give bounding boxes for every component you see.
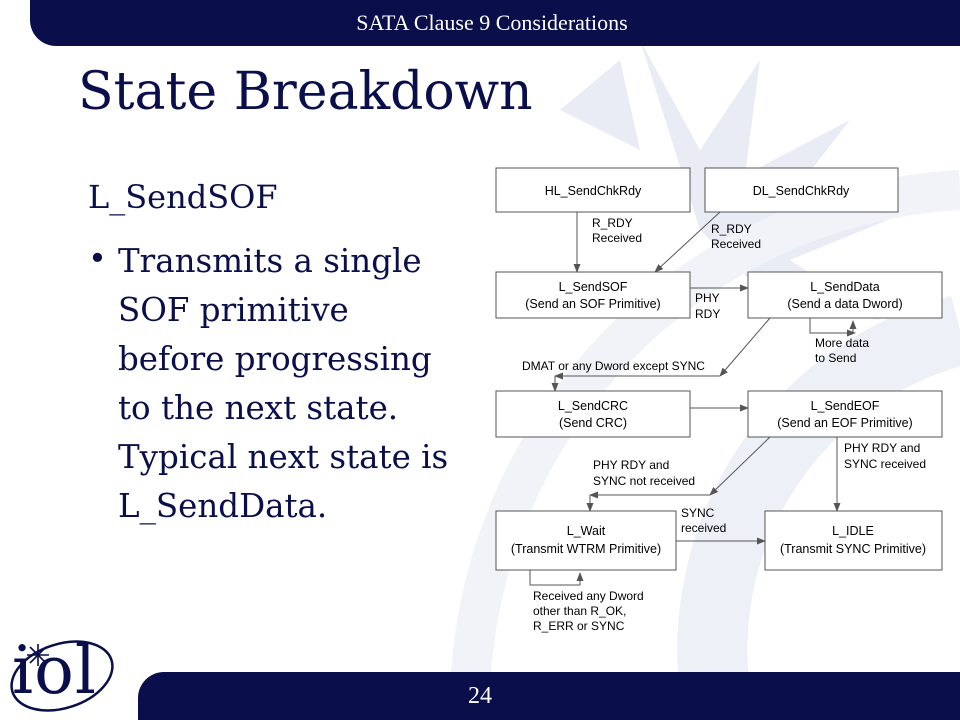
state-label-hl-sendchkrdy: HL_SendChkRdy <box>544 184 642 198</box>
transition-label-sof-to-data-1: PHY <box>695 291 720 305</box>
transition-label-wait-loop-2: other than R_OK, <box>533 604 627 618</box>
state-desc-l-wait: (Transmit WTRM Primitive) <box>510 542 662 556</box>
arrow-wait-loop <box>530 570 580 585</box>
state-box-l-sendcrc <box>496 391 690 437</box>
state-label-l-wait: L_Wait <box>566 524 606 538</box>
transition-label-wait-loop-3: R_ERR or SYNC <box>533 619 625 633</box>
transition-label-hl-to-sof-2: Received <box>592 231 643 245</box>
state-desc-l-sendeof: (Send an EOF Primitive) <box>777 416 913 430</box>
state-label-dl-sendchkrdy: DL_SendChkRdy <box>752 184 850 198</box>
state-label-l-sendcrc: L_SendCRC <box>557 399 629 413</box>
bullet-text: Transmits a single SOF primitive before progressing to the next state. Typical next state is L_SendData. <box>118 242 449 525</box>
arrow-data-loop-a <box>810 318 853 333</box>
transition-label-eof-to-idle-2: SYNC received <box>844 457 927 471</box>
transition-label-dl-to-sof-1: R_RDY <box>711 222 752 236</box>
state-desc-l-senddata: (Send a data Dword) <box>787 297 903 311</box>
state-desc-l-sendcrc: (Send CRC) <box>558 416 628 430</box>
state-diagram <box>480 158 950 638</box>
transition-label-sof-to-data-2: RDY <box>695 307 721 321</box>
state-desc-l-idle: (Transmit SYNC Primitive) <box>779 542 927 556</box>
arrow-data-to-crc <box>720 318 770 376</box>
state-label-l-senddata: L_SendData <box>810 280 880 294</box>
transition-label-hl-to-sof-1: R_RDY <box>592 216 633 230</box>
transition-label-wait-to-idle-1: SYNC <box>681 506 715 520</box>
iol-logo-text: iol <box>12 632 97 709</box>
bullet-dot: • <box>88 239 107 277</box>
transition-label-eof-to-idle-1: PHY RDY and <box>844 441 921 455</box>
transition-label-dl-to-sof-2: Received <box>711 237 762 251</box>
state-box-l-sendeof <box>748 391 942 437</box>
state-label-l-idle: L_IDLE <box>832 524 874 538</box>
slide-subheading: L_SendSOF <box>88 178 278 216</box>
transition-label-data-loop-1: More data <box>815 336 870 350</box>
transition-label-data-loop-2: to Send <box>815 351 857 365</box>
page-number: 24 <box>468 683 492 709</box>
state-box-l-idle <box>765 511 942 570</box>
state-box-l-wait <box>496 511 676 570</box>
arrow-eof-to-wait <box>710 437 770 495</box>
header-title: SATA Clause 9 Considerations <box>356 10 628 35</box>
transition-label-eof-to-wait-1: PHY RDY and <box>593 458 670 472</box>
transition-label-wait-loop-1: Received any Dword <box>533 589 644 603</box>
state-box-l-senddata <box>748 272 942 318</box>
transition-label-wait-to-idle-2: received <box>681 521 727 535</box>
state-label-l-sendeof: L_SendEOF <box>810 399 880 413</box>
state-label-l-sendsof: L_SendSOF <box>558 280 628 294</box>
slide-title: State Breakdown <box>78 62 533 122</box>
transition-label-data-to-crc: DMAT or any Dword except SYNC <box>522 359 705 373</box>
state-desc-l-sendsof: (Send an SOF Primitive) <box>525 297 661 311</box>
transition-label-eof-to-wait-2: SYNC not received <box>593 474 696 488</box>
state-box-l-sendsof <box>496 272 690 318</box>
footer-bar <box>138 672 960 720</box>
